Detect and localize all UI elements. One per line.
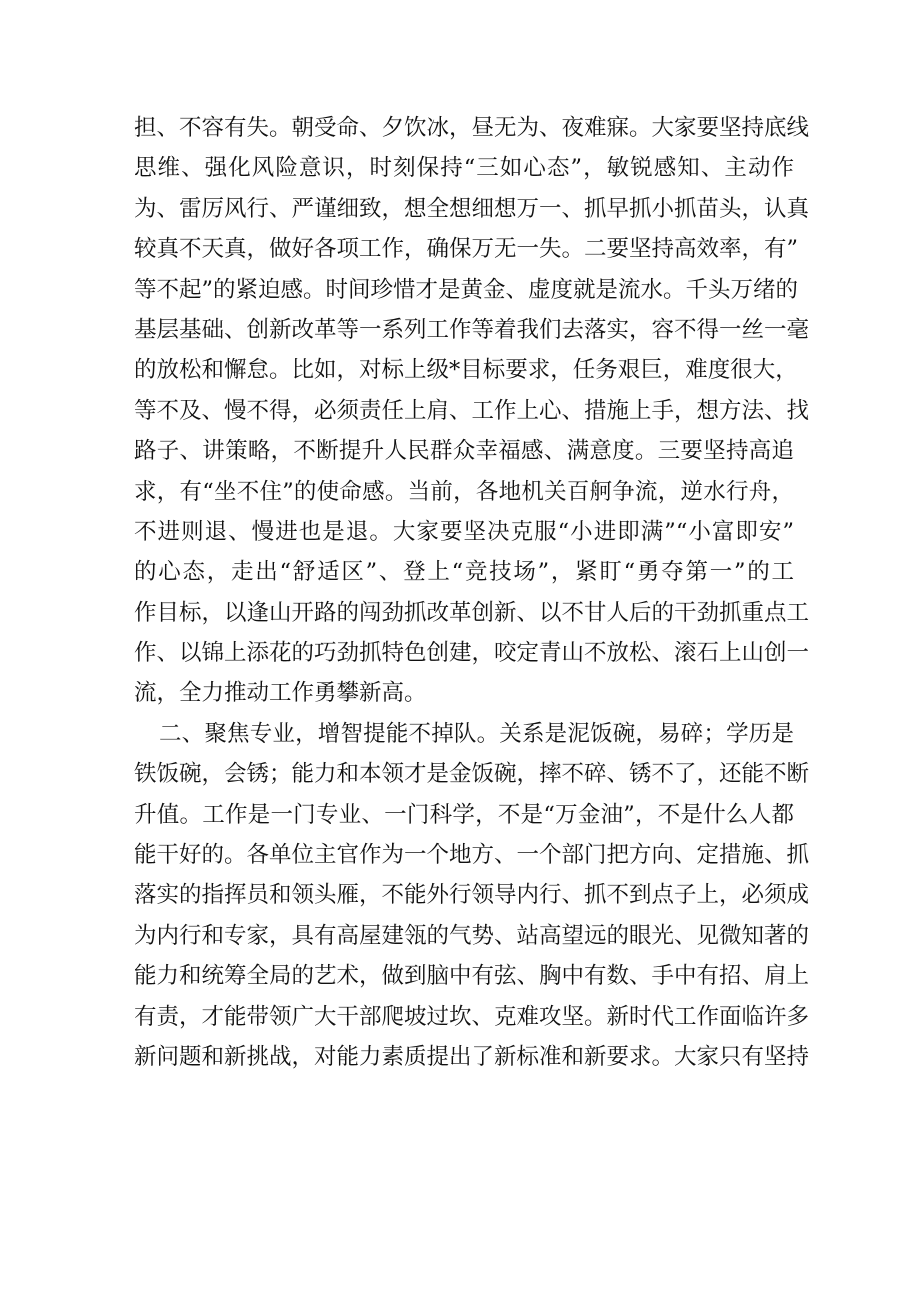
text-line: 担、不容有失。朝受命、夕饮冰，昼无为、夜难寐。大家要坚持底线 — [134, 115, 810, 141]
text-line: 不进则退、慢进也是退。大家要坚决克服“小进即满”“小富即安” — [134, 518, 794, 545]
document-body — [134, 108, 810, 1077]
text-line: 作目标，以逢山开路的闯劲抓改革创新、以不甘人后的干劲抓重点工 — [134, 599, 810, 626]
text-line: 的心态，走出“舒适区”、登上“竞技场”，紧盯“勇夺第一”的工 — [134, 559, 794, 586]
text-line: 为、雷厉风行、严谨细致，想全想细想万一、抓早抓小抓苗头，认真 — [134, 195, 810, 222]
paragraph-end-line: 流，全力推动工作勇攀新高。 — [134, 680, 427, 707]
text-line: 路子、讲策略，不断提升人民群众幸福感、满意度。三要坚持高追 — [134, 438, 794, 465]
text-line: 有责，才能带领广大干部爬坡过坎、克难攻坚。新时代工作面临许多 — [134, 1003, 810, 1030]
text-line: 思维、强化风险意识，时刻保持“三如心态”，敏锐感知、主动作 — [134, 155, 794, 182]
text-line: 求，有“坐不住”的使命感。当前，各地机关百舸争流，逆水行舟， — [134, 478, 794, 505]
text-line: 较真不天真，做好各项工作，确保万无一失。二要坚持高效率，有” — [134, 236, 799, 263]
text-line: 的放松和懈怠。比如，对标上级*目标要求，任务艰巨，难度很大， — [134, 357, 798, 384]
text-line: 铁饭碗，会锈；能力和本领才是金饭碗，摔不碎、锈不了，还能不断 — [134, 761, 810, 788]
text-line: 新问题和新挑战，对能力素质提出了新标准和新要求。大家只有坚持 — [134, 1043, 810, 1070]
text-line: 落实的指挥员和领头雁，不能外行领导内行、抓不到点子上，必须成 — [134, 882, 810, 909]
text-line: 等不及、慢不得，必须责任上肩、工作上心、措施上手，想方法、找 — [134, 397, 810, 424]
section-heading-line: 二、聚焦专业，增智提能不掉队。关系是泥饭碗，易碎；学历是 — [159, 720, 794, 747]
text-line: 基层基础、创新改革等一系列工作等着我们去落实，容不得一丝一毫 — [134, 316, 810, 343]
text-line: 能力和统筹全局的艺术，做到脑中有弦、胸中有数、手中有招、肩上 — [134, 963, 810, 990]
text-line: 作、以锦上添花的巧劲抓特色创建，咬定青山不放松、滚石上山创一 — [134, 640, 810, 667]
text-line: 为内行和专家，具有高屋建瓴的气势、站高望远的眼光、见微知著的 — [134, 922, 810, 949]
text-line: 能干好的。各单位主官作为一个地方、一个部门把方向、定措施、抓 — [134, 842, 810, 869]
text-line: 等不起”的紧迫感。时间珍惜才是黄金、虚度就是流水。千头万绪的 — [134, 276, 799, 303]
text-line: 升值。工作是一门专业、一门科学，不是“万金油”，不是什么人都 — [134, 801, 794, 828]
